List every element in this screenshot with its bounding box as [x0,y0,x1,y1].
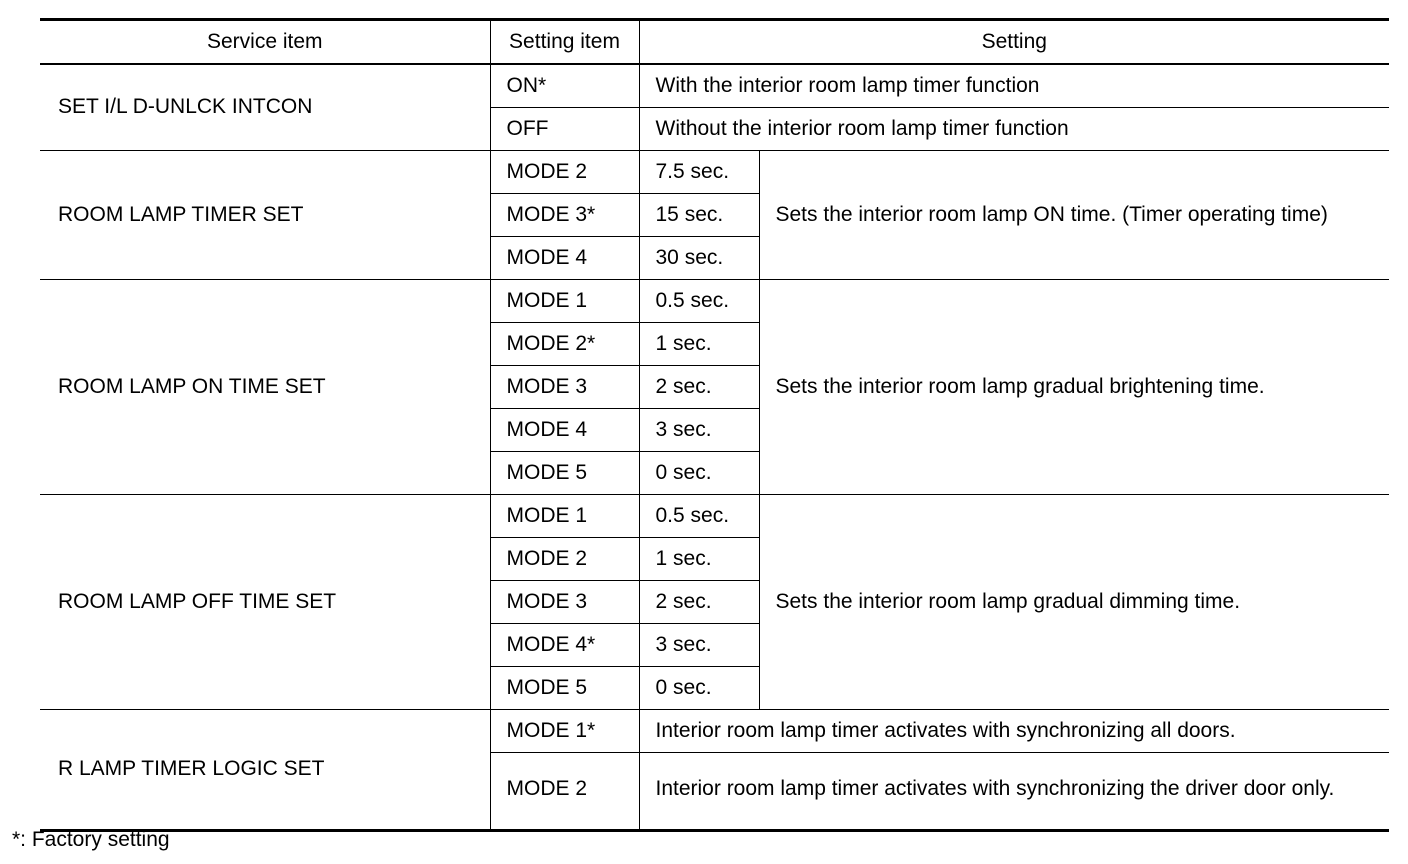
setting-item-cell: OFF [490,108,639,151]
value-cell: 3 sec. [639,409,759,452]
header-service-item: Service item [40,20,490,65]
description-cell: Sets the interior room lamp gradual brightening time. [759,280,1389,495]
description-cell: Sets the interior room lamp gradual dimming time. [759,495,1389,710]
setting-cell: Interior room lamp timer activates with synchronizing all doors. [639,710,1389,753]
value-cell: 7.5 sec. [639,151,759,194]
group-r-lamp-timer-logic-set [40,710,1389,831]
service-item-cell: ROOM LAMP OFF TIME SET [40,495,490,710]
settings-table-container [40,18,1389,832]
group-room-lamp-off-time-set [40,495,1389,710]
setting-item-cell: MODE 1 [490,280,639,323]
table-row [40,151,1389,194]
setting-item-cell: MODE 4 [490,409,639,452]
value-cell: 2 sec. [639,581,759,624]
setting-item-cell: MODE 1* [490,710,639,753]
setting-cell: Interior room lamp timer activates with synchronizing the driver door only. [639,753,1389,831]
setting-item-cell: MODE 4 [490,237,639,280]
header-setting-item: Setting item [490,20,639,65]
value-cell: 0.5 sec. [639,495,759,538]
setting-item-cell: MODE 2 [490,151,639,194]
value-cell: 30 sec. [639,237,759,280]
value-cell: 0 sec. [639,452,759,495]
value-cell: 0 sec. [639,667,759,710]
header-row [40,20,1389,65]
setting-item-cell: MODE 2* [490,323,639,366]
value-cell: 1 sec. [639,323,759,366]
group-set-il-d-unlck-intcon [40,64,1389,151]
factory-setting-footnote: *: Factory setting [12,828,170,851]
setting-item-cell: MODE 3 [490,581,639,624]
value-cell: 2 sec. [639,366,759,409]
service-item-cell: ROOM LAMP TIMER SET [40,151,490,280]
value-cell: 3 sec. [639,624,759,667]
setting-item-cell: MODE 5 [490,452,639,495]
setting-item-cell: MODE 4* [490,624,639,667]
table-row [40,710,1389,753]
group-room-lamp-on-time-set [40,280,1389,495]
header-setting: Setting [639,20,1389,65]
service-item-cell: ROOM LAMP ON TIME SET [40,280,490,495]
service-item-cell: R LAMP TIMER LOGIC SET [40,710,490,831]
value-cell: 1 sec. [639,538,759,581]
table-row [40,64,1389,108]
setting-cell: With the interior room lamp timer function [639,64,1389,108]
setting-item-cell: MODE 3* [490,194,639,237]
setting-item-cell: MODE 2 [490,753,639,831]
setting-item-cell: MODE 2 [490,538,639,581]
setting-item-cell: MODE 3 [490,366,639,409]
setting-item-cell: MODE 1 [490,495,639,538]
setting-item-cell: MODE 5 [490,667,639,710]
value-cell: 0.5 sec. [639,280,759,323]
table-row [40,495,1389,538]
work-support-settings-table [40,18,1389,832]
description-cell: Sets the interior room lamp ON time. (Timer operating time) [759,151,1389,280]
service-item-cell: SET I/L D-UNLCK INTCON [40,64,490,151]
value-cell: 15 sec. [639,194,759,237]
setting-item-cell: ON* [490,64,639,108]
table-row [40,280,1389,323]
group-room-lamp-timer-set [40,151,1389,280]
setting-cell: Without the interior room lamp timer function [639,108,1389,151]
